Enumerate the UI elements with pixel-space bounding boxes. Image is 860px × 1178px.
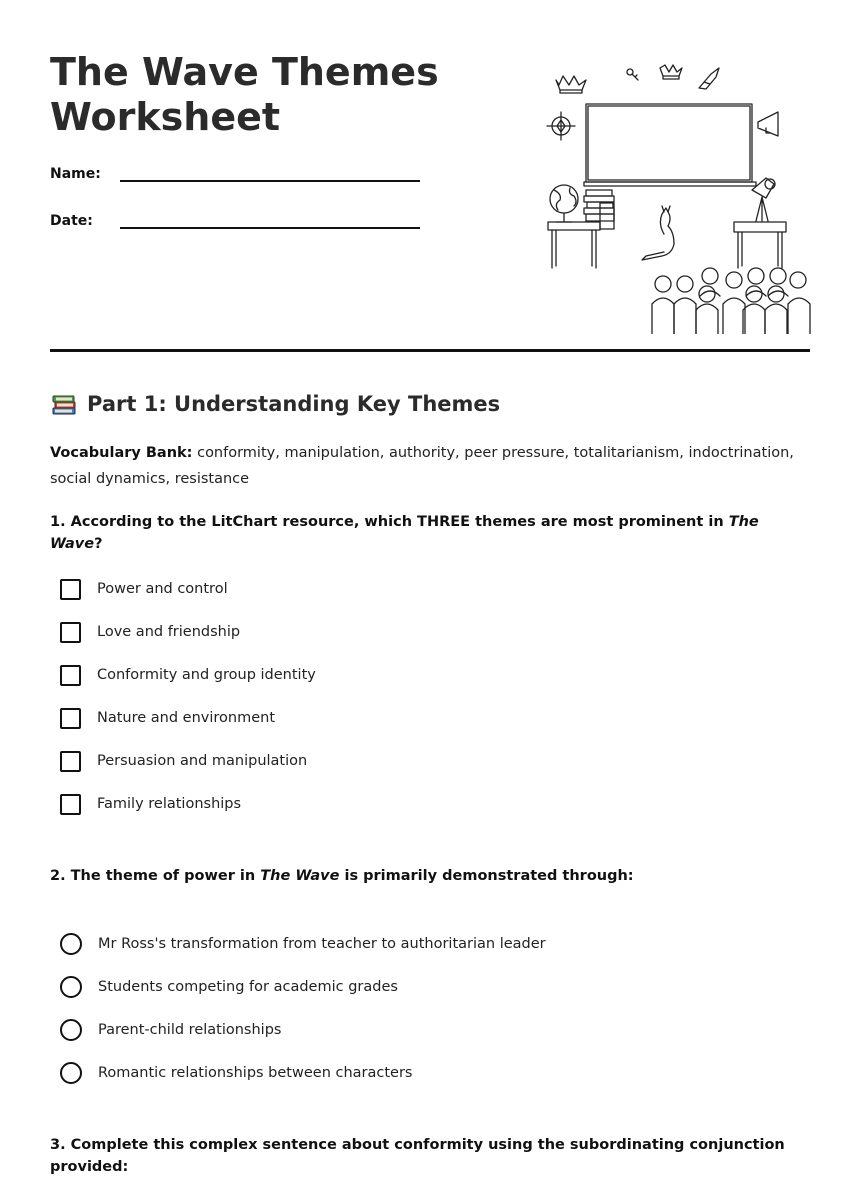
option-label: Parent-child relationships bbox=[98, 1022, 282, 1038]
q2-prefix: 2. The theme of power in bbox=[50, 868, 261, 884]
q1-option-3[interactable] bbox=[60, 662, 316, 688]
key-icon bbox=[627, 69, 638, 80]
option-label: Persuasion and manipulation bbox=[97, 753, 308, 769]
compass-icon bbox=[547, 112, 575, 140]
option-label: Romantic relationships between characters bbox=[98, 1065, 413, 1081]
option-label: Mr Ross's transformation from teacher to authoritarian leader bbox=[98, 936, 546, 952]
globe-icon bbox=[550, 185, 578, 222]
part1-title: Part 1: Understanding Key Themes bbox=[87, 392, 501, 416]
title-line-1: The Wave Themes bbox=[50, 50, 439, 94]
radio-button[interactable] bbox=[60, 933, 82, 955]
crown-icon bbox=[660, 65, 682, 79]
checkbox[interactable] bbox=[60, 794, 81, 815]
q1-option-6[interactable] bbox=[60, 791, 241, 817]
date-field[interactable] bbox=[120, 227, 420, 229]
name-field[interactable] bbox=[120, 180, 420, 182]
q1-option-4[interactable] bbox=[60, 705, 275, 731]
books-icon bbox=[50, 390, 78, 418]
books-stack bbox=[584, 190, 614, 221]
desk-right bbox=[734, 222, 786, 268]
q1-option-1[interactable] bbox=[60, 576, 228, 602]
date-label: Date: bbox=[50, 213, 93, 229]
q2-book-title: The Wave bbox=[260, 868, 340, 884]
whiteboard bbox=[586, 104, 752, 182]
q1-suffix: ? bbox=[94, 536, 103, 552]
crown-icon bbox=[556, 76, 586, 93]
classroom-illustration bbox=[544, 62, 814, 334]
option-label: Family relationships bbox=[97, 796, 242, 812]
checkbox[interactable] bbox=[60, 708, 81, 729]
question-1 bbox=[50, 511, 810, 555]
q1-prefix: 1. According to the LitChart resource, which THREE themes are most prominent in bbox=[50, 514, 729, 530]
option-label: Nature and environment bbox=[97, 710, 276, 726]
feather-icon bbox=[699, 68, 719, 89]
q1-option-5[interactable] bbox=[60, 748, 307, 774]
q1-book-title: The Wave bbox=[50, 514, 759, 552]
radio-button[interactable] bbox=[60, 1019, 82, 1041]
worksheet-title bbox=[50, 50, 520, 140]
students-crowd bbox=[652, 268, 810, 334]
q2-option-3[interactable] bbox=[60, 1017, 281, 1043]
option-label: Love and friendship bbox=[97, 624, 241, 640]
option-label: Conformity and group identity bbox=[97, 667, 316, 683]
question-3 bbox=[50, 1134, 810, 1178]
kangaroo-icon bbox=[642, 206, 674, 260]
vocab-words: conformity, manipulation, authority, peer pressure, totalitarianism, indoctrination, social dynamics, resistance bbox=[50, 445, 794, 487]
header-divider bbox=[50, 349, 810, 352]
checkbox[interactable] bbox=[60, 665, 81, 686]
q2-option-1[interactable] bbox=[60, 931, 546, 957]
q2-option-4[interactable] bbox=[60, 1060, 412, 1086]
checkbox[interactable] bbox=[60, 579, 81, 600]
title-line-2: Worksheet bbox=[50, 95, 281, 139]
radio-button[interactable] bbox=[60, 976, 82, 998]
q2-suffix: is primarily demonstrated through: bbox=[339, 868, 634, 884]
vocab-label: Vocabulary Bank: bbox=[50, 445, 193, 461]
q3-text: 3. Complete this complex sentence about conformity using the subordinating conjunction provided: bbox=[50, 1137, 785, 1175]
vocabulary-bank bbox=[50, 440, 810, 492]
part1-heading bbox=[50, 388, 500, 420]
radio-button[interactable] bbox=[60, 1062, 82, 1084]
option-label: Students competing for academic grades bbox=[98, 979, 398, 995]
checkbox[interactable] bbox=[60, 622, 81, 643]
checkbox[interactable] bbox=[60, 751, 81, 772]
q2-option-2[interactable] bbox=[60, 974, 398, 1000]
name-label: Name: bbox=[50, 166, 101, 182]
question-2 bbox=[50, 865, 810, 887]
q1-option-2[interactable] bbox=[60, 619, 240, 645]
megaphone-icon bbox=[758, 112, 778, 136]
desk-left bbox=[548, 203, 614, 268]
option-label: Power and control bbox=[97, 581, 228, 597]
